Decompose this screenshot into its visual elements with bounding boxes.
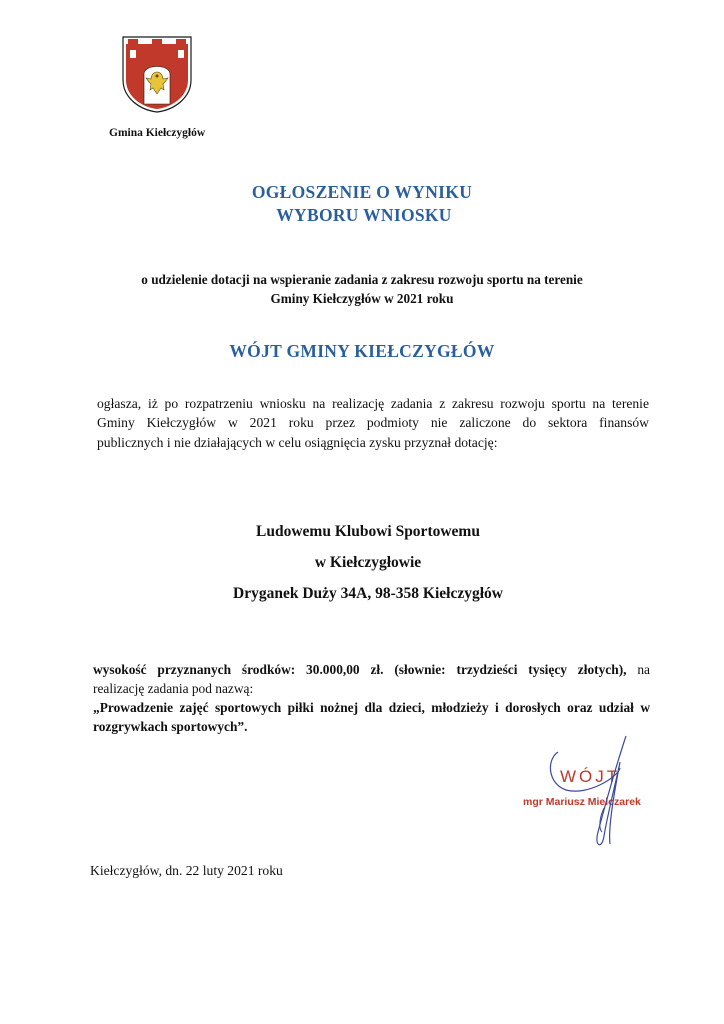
- recipient-location: w Kiełczygłowie: [314, 554, 422, 571]
- municipality-name: Gmina Kiełczygłów: [109, 127, 206, 139]
- grant-amount-line: [93, 660, 650, 679]
- subject-line-1: o udzielenie dotacji na wspieranie zadania z zakresu rozwoju sportu na terenie: [141, 272, 583, 287]
- grant-recipient: [0, 516, 724, 609]
- announcement-line-3: publicznych i nie działających w celu osiągnięcia zysku przyznał dotację:: [97, 434, 498, 450]
- document-title: [0, 181, 724, 227]
- subject-line-2: Gminy Kiełczygłów w 2021 roku: [270, 291, 454, 306]
- stamp-title: WÓJT: [560, 767, 621, 786]
- recipient-address: Dryganek Duży 34A, 98-358 Kiełczygłów: [233, 585, 503, 602]
- coat-of-arms-icon: [120, 34, 194, 114]
- recipient-name: Ludowemu Klubowi Sportowemu: [256, 523, 480, 540]
- announcement-paragraph: [97, 394, 649, 452]
- grant-amount-tail: na: [637, 662, 650, 677]
- signature-stamp: [508, 732, 658, 857]
- title-line-1: OGŁOSZENIE O WYNIKU: [251, 182, 473, 202]
- task-name: „Prowadzenie zajęć sportowych piłki nożnej dla dzieci, młodzieży i dorosłych oraz udział w rozgrywkach sportowych”.: [93, 700, 650, 734]
- grant-details: [93, 660, 650, 736]
- title-line-2: WYBORU WNIOSKU: [276, 205, 452, 225]
- announcement-line-1: ogłasza, iż po rozpatrzeniu wniosku na realizację zadania z zakresu rozwoju sportu na terenie: [97, 396, 649, 411]
- stamp-name: mgr Mariusz Mielczarek: [523, 796, 641, 808]
- grant-amount: wysokość przyznanych środków: 30.000,00 zł. (słownie: trzydzieści tysięcy złotych),: [93, 662, 627, 677]
- task-intro: realizację zadania pod nazwą:: [93, 681, 254, 696]
- place-and-date: Kiełczygłów, dn. 22 luty 2021 roku: [90, 863, 283, 878]
- document-subject: [0, 270, 724, 308]
- announcement-line-2: Gminy Kiełczygłów w 2021 roku przez podmioty nie zaliczone do sektora finansów: [97, 415, 649, 431]
- authority-heading: WÓJT GMINY KIEŁCZYGŁÓW: [229, 341, 495, 361]
